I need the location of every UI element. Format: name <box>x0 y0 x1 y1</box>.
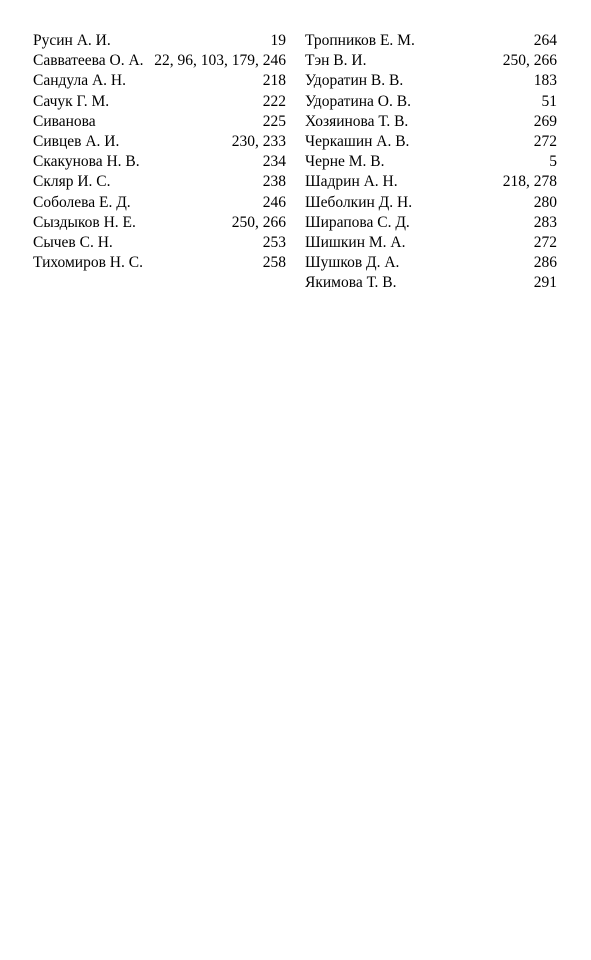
page-numbers: 264 <box>533 32 557 49</box>
page-numbers: 218, 278 <box>502 173 557 191</box>
index-entry <box>305 273 557 293</box>
page-numbers: 238 <box>262 173 286 191</box>
page-numbers: 250, 266 <box>231 213 286 231</box>
index-entry <box>33 92 286 112</box>
page-numbers: 258 <box>262 254 286 272</box>
page-numbers: 291 <box>533 274 557 292</box>
index-left-column <box>33 31 286 273</box>
page-numbers: 22, 96, 103, 179, 246 <box>154 52 286 70</box>
index-entry <box>33 71 286 91</box>
page-numbers: 218 <box>262 72 286 90</box>
page-numbers: 51 <box>541 92 557 110</box>
index-entry <box>305 92 557 112</box>
author-name: Шадрин А. Н. <box>305 173 398 191</box>
page-numbers: 272 <box>533 233 557 251</box>
index-entry <box>305 132 557 152</box>
author-name: Якимова Т. В. <box>305 274 397 292</box>
author-name: Шеболкин Д. Н. <box>305 193 413 211</box>
page-numbers: 5 <box>549 153 557 171</box>
index-entry <box>305 213 557 233</box>
index-entry <box>33 193 286 213</box>
index-entry <box>33 213 286 233</box>
author-name: Шушков Д. А. <box>305 254 400 272</box>
author-name: Савватеева О. А. <box>33 52 144 70</box>
page-numbers: 280 <box>533 193 557 211</box>
index-entry <box>33 132 286 152</box>
author-name: Хозяинова Т. В. <box>305 112 409 130</box>
page-numbers: 246 <box>262 193 286 211</box>
index-entry <box>305 112 557 132</box>
author-name: Сивцев А. И. <box>33 132 120 150</box>
author-name: Сиванова <box>33 112 96 130</box>
author-name: Удоратина О. В. <box>305 92 411 110</box>
page-numbers: 253 <box>262 233 286 251</box>
author-name: Ширапова С. Д. <box>305 213 410 231</box>
index-entry <box>33 112 286 132</box>
index-entry <box>33 172 286 192</box>
index-entry <box>305 233 557 253</box>
author-name: Скляр И. С. <box>33 173 111 191</box>
page-numbers: 234 <box>262 153 286 171</box>
author-name: Черне М. В. <box>305 153 385 171</box>
index-entry <box>33 253 286 273</box>
author-name: Черкашин А. В. <box>305 132 410 150</box>
page-numbers: 230, 233 <box>231 132 286 150</box>
author-name: Тропников Е. М. <box>305 32 415 49</box>
index-entry <box>305 51 557 71</box>
page-numbers: 272 <box>533 132 557 150</box>
page-numbers: 269 <box>533 112 557 130</box>
author-name: Тихомиров Н. С. <box>33 254 143 272</box>
index-entry <box>305 253 557 273</box>
page-numbers: 283 <box>533 213 557 231</box>
index-right-column <box>305 31 557 293</box>
author-name: Скакунова Н. В. <box>33 153 140 171</box>
author-name: Сыздыков Н. Е. <box>33 213 136 231</box>
page-numbers: 183 <box>533 72 557 90</box>
index-entry <box>33 31 286 51</box>
page-numbers: 225 <box>262 112 286 130</box>
index-entry <box>33 51 286 71</box>
author-name: Сачук Г. М. <box>33 92 110 110</box>
index-entry <box>305 152 557 172</box>
index-entry <box>33 152 286 172</box>
author-name: Сандула А. Н. <box>33 72 126 90</box>
page-numbers: 222 <box>262 92 286 110</box>
author-name: Шишкин М. А. <box>305 233 406 251</box>
page-numbers: 250, 266 <box>502 52 557 70</box>
page-numbers: 19 <box>270 32 286 49</box>
author-name: Русин А. И. <box>33 32 111 49</box>
index-entry <box>305 71 557 91</box>
index-entry <box>305 193 557 213</box>
index-entry <box>33 233 286 253</box>
author-name: Тэн В. И. <box>305 52 367 70</box>
index-entry <box>305 172 557 192</box>
author-name: Соболева Е. Д. <box>33 193 131 211</box>
index-entry <box>305 31 557 51</box>
author-name: Удоратин В. В. <box>305 72 404 90</box>
page-numbers: 286 <box>533 254 557 272</box>
author-name: Сычев С. Н. <box>33 233 113 251</box>
